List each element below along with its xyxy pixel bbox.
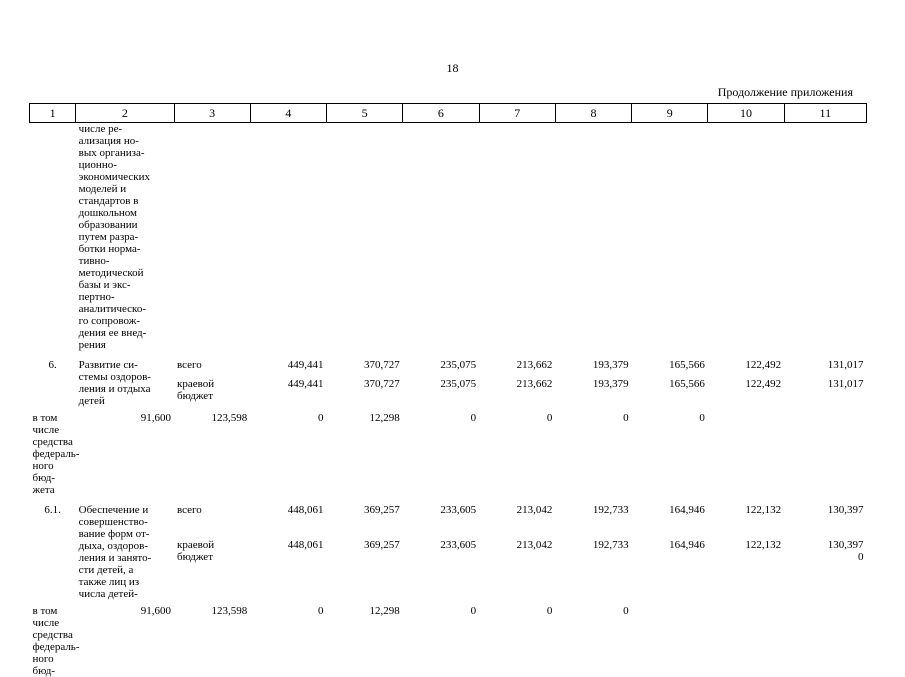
- column-header-1: 1: [30, 104, 76, 123]
- value-cell: 12,298: [327, 605, 403, 677]
- value-cell: 0: [555, 605, 631, 677]
- program-name-continued: числе ре- ализация но- вых организа- ционно- экономических моделей и стандартов в дошкольном образовании путем разра- ботки норма- тивно- методической базы и экс- пертно- аналитическо- го сопровож- дения ее внед- рения: [76, 123, 174, 352]
- value-cell: 233,605: [403, 539, 479, 600]
- value-cell: 449,441: [250, 359, 326, 373]
- funding-source: в том числе средства федераль- ного бюд- жета: [30, 412, 76, 496]
- value-cell: 449,441: [250, 378, 326, 407]
- value-cell: 233,605: [403, 504, 479, 534]
- value-cell: 235,075: [403, 359, 479, 373]
- value-cell: 164,946: [632, 539, 708, 600]
- funding-source: всего: [174, 359, 250, 373]
- value-cell: 122,132: [708, 539, 784, 600]
- value-cell: 0: [632, 412, 708, 496]
- value-cell: 164,946: [632, 504, 708, 534]
- value-cell: 165,566: [632, 378, 708, 407]
- measure-name: Обеспечение и совершенство- вание форм от- дыха, оздоров- ления и занято- сти детей, а также лиц из числа детей-: [76, 504, 174, 600]
- column-header-6: 6: [403, 104, 479, 123]
- value-cell: 369,257: [327, 504, 403, 534]
- value-cell: 12,298: [327, 412, 403, 496]
- value-cell: 193,379: [555, 359, 631, 373]
- value-cell: 0: [250, 605, 326, 677]
- value-cell: [632, 605, 708, 677]
- value-cell: 123,598: [174, 605, 250, 677]
- value-cell: 130,397 0: [784, 539, 866, 600]
- value-cell: 213,662: [479, 359, 555, 373]
- value-cell: 213,042: [479, 504, 555, 534]
- table-row: [30, 605, 867, 677]
- column-header-7: 7: [479, 104, 555, 123]
- value-cell: 122,492: [708, 378, 784, 407]
- column-header-11: 11: [784, 104, 866, 123]
- value-cell: 0: [479, 605, 555, 677]
- table-row: [30, 412, 867, 496]
- budget-table: [29, 103, 867, 677]
- value-cell: 369,257: [327, 539, 403, 600]
- value-cell: 0: [403, 412, 479, 496]
- column-header-4: 4: [250, 104, 326, 123]
- value-cell: 0: [403, 605, 479, 677]
- value-cell: 448,061: [250, 539, 326, 600]
- value-cell: 0: [250, 412, 326, 496]
- value-cell: 235,075: [403, 378, 479, 407]
- funding-source: всего: [174, 504, 250, 534]
- value-cell: 122,132: [708, 504, 784, 534]
- value-cell: 192,733: [555, 504, 631, 534]
- value-cell: 130,397: [784, 504, 866, 534]
- column-header-9: 9: [632, 104, 708, 123]
- column-header-3: 3: [174, 104, 250, 123]
- value-cell: 192,733: [555, 539, 631, 600]
- value-cell: 448,061: [250, 504, 326, 534]
- value-cell: 0: [555, 412, 631, 496]
- value-cell: 213,662: [479, 378, 555, 407]
- value-cell: 370,727: [327, 378, 403, 407]
- funding-source: краевой бюджет: [174, 378, 250, 407]
- table-row: [30, 359, 867, 373]
- value-cell: 91,600: [76, 605, 174, 677]
- value-cell: 91,600: [76, 412, 174, 496]
- value-cell: 0: [479, 412, 555, 496]
- measure-name: Развитие си- стемы оздоров- ления и отдыха детей: [76, 359, 174, 407]
- column-header-10: 10: [708, 104, 784, 123]
- column-header-8: 8: [555, 104, 631, 123]
- column-header-5: 5: [327, 104, 403, 123]
- row-number: 6.: [30, 359, 76, 407]
- continuation-label: Продолжение приложения: [718, 85, 853, 100]
- table-row: [30, 504, 867, 534]
- table-body: [30, 123, 867, 677]
- value-cell: 213,042: [479, 539, 555, 600]
- value-cell: 131,017: [784, 378, 866, 407]
- table-row: [30, 123, 867, 352]
- page-number: 18: [0, 61, 905, 76]
- row-number: 6.1.: [30, 504, 76, 600]
- value-cell: 131,017: [784, 359, 866, 373]
- value-cell: 122,492: [708, 359, 784, 373]
- value-cell: 123,598: [174, 412, 250, 496]
- table-header: [30, 104, 867, 123]
- value-cell: 193,379: [555, 378, 631, 407]
- funding-source: краевой бюджет: [174, 539, 250, 600]
- value-cell: 165,566: [632, 359, 708, 373]
- column-header-2: 2: [76, 104, 174, 123]
- value-cell: 370,727: [327, 359, 403, 373]
- funding-source: в том числе средства федераль- ного бюд-: [30, 605, 76, 677]
